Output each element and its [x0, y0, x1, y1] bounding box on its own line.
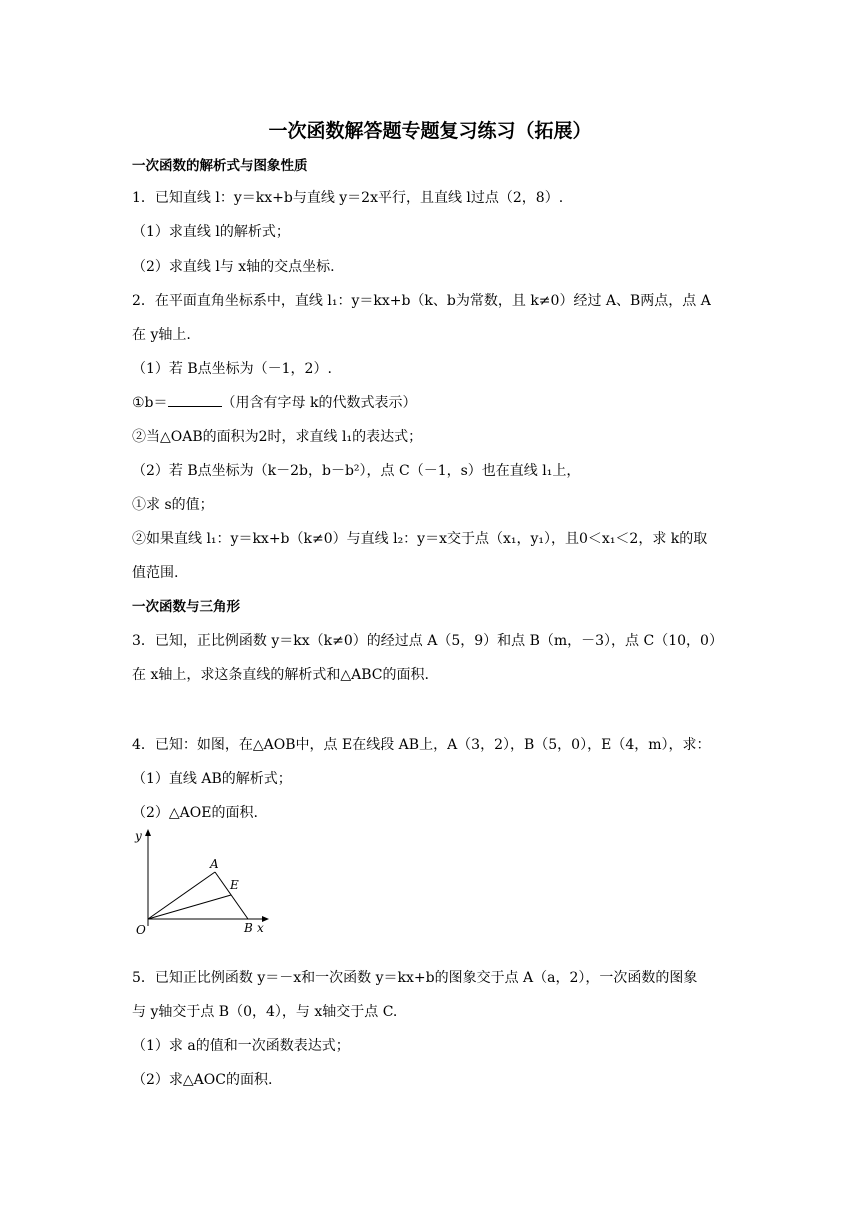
q2-sub3: ①求 s的值； — [132, 497, 214, 513]
q2-sub4-line2: 值范围. — [132, 565, 179, 581]
q2-sub1-prefix: ①b＝ — [132, 395, 168, 411]
answer-blank[interactable] — [168, 393, 222, 407]
section-heading-analytic: 一次函数的解析式与图象性质 — [132, 158, 308, 174]
q2-stem-line2: 在 y轴上. — [132, 327, 191, 343]
q2-sub4-line1: ②如果直线 l₁：y＝kx+b（k≠0）与直线 l₂：y＝x交于点（x₁，y₁），且0＜x₁＜2，求 k的取 — [132, 531, 708, 547]
section-heading-triangle: 一次函数与三角形 — [132, 599, 240, 615]
q4-stem: 4．已知：如图，在△AOB中，点 E在线段 AB上，A（3，2），B（5，0），E（4，m），求： — [132, 737, 711, 753]
q3-line1: 3．已知，正比例函数 y＝kx（k≠0）的经过点 A（5，9）和点 B（m，－3），点 C（10，0） — [132, 633, 723, 649]
label-y: y — [135, 829, 142, 843]
label-A: A — [210, 857, 219, 871]
label-B: B — [244, 921, 253, 935]
q1-part1: （1）求直线 l的解析式； — [132, 224, 290, 240]
y-axis-arrow — [145, 829, 151, 836]
q5-line2: 与 y轴交于点 B（0，4），与 x轴交于点 C. — [132, 1004, 398, 1020]
q2-stem-line1: 2．在平面直角坐标系中，直线 l₁：y＝kx+b（k、b为常数，且 k≠0）经过 A、B两点，点 A — [132, 293, 711, 309]
q2-sub1-suffix: （用含有字母 k的代数式表示） — [221, 395, 417, 411]
segment-OA — [148, 872, 215, 919]
q2-part2: （2）若 B点坐标为（k－2b，b－b²），点 C（－1，s）也在直线 l₁上， — [132, 463, 581, 479]
label-x: x — [257, 921, 264, 935]
q2-sub2: ②当△OAB的面积为2时，求直线 l₁的表达式； — [132, 429, 423, 445]
label-E: E — [230, 878, 239, 892]
label-O: O — [136, 923, 146, 937]
q5-part2: （2）求△AOC的面积. — [132, 1072, 273, 1088]
q4-part1: （1）直线 AB的解析式； — [132, 771, 292, 787]
q1-stem: 1．已知直线 l：y＝kx+b与直线 y＝2x平行，且直线 l过点（2，8）. — [132, 190, 564, 206]
q2-part1: （1）若 B点坐标为（－1，2）. — [132, 361, 332, 377]
q2-sub1 — [132, 393, 416, 413]
q3-line2: 在 x轴上，求这条直线的解析式和△ABC的面积. — [132, 667, 429, 683]
segment-OE — [148, 895, 231, 919]
q4-part2: （2）△AOE的面积. — [132, 805, 258, 821]
q5-part1: （1）求 a的值和一次函数表达式； — [132, 1038, 350, 1054]
q1-part2: （2）求直线 l与 x轴的交点坐标. — [132, 259, 335, 275]
triangle-figure — [128, 826, 278, 940]
q5-line1: 5．已知正比例函数 y＝－x和一次函数 y＝kx+b的图象交于点 A（a，2），一次函数的图象 — [132, 970, 698, 986]
page-title: 一次函数解答题专题复习练习（拓展） — [268, 120, 592, 142]
